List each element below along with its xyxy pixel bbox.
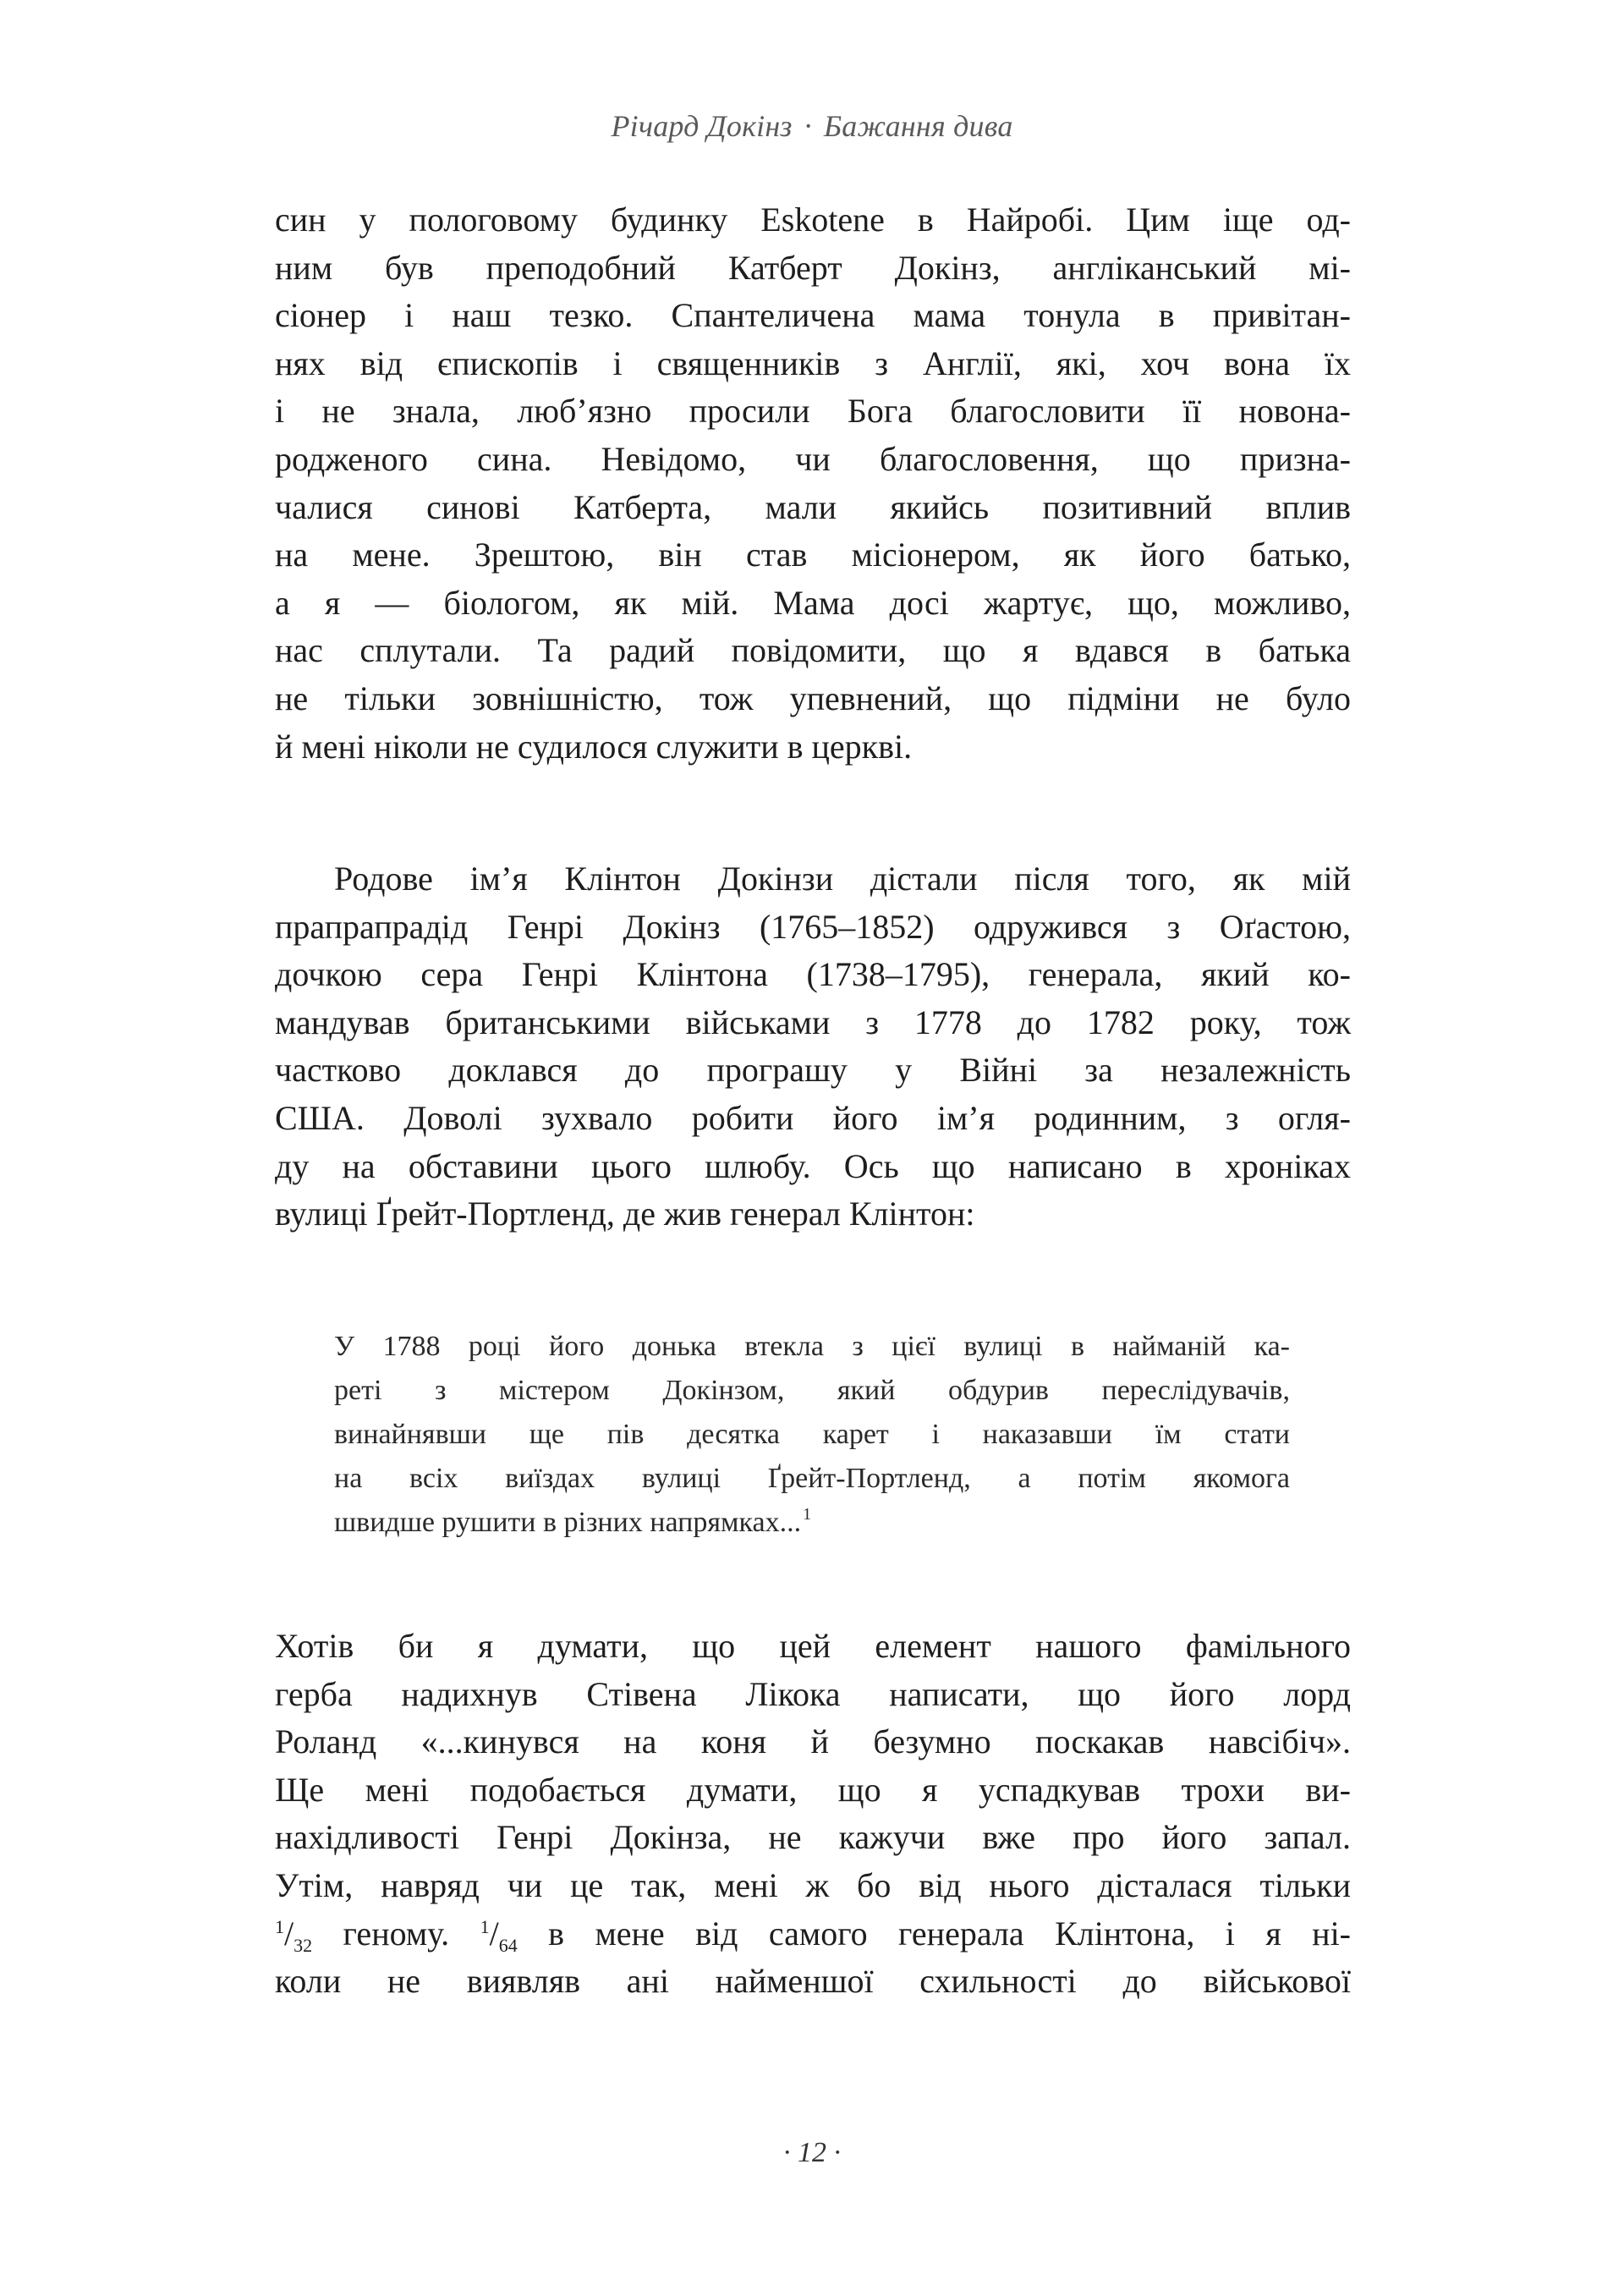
text-line: вулиці Ґрейт-Портленд, де жив генерал Клінтон:: [275, 1195, 975, 1233]
header-separator: ·: [804, 109, 812, 143]
text-line: син у пологовому будинку Eskotene в Найробі. Цим іще од-: [275, 200, 1351, 239]
text-line: і не знала, люб’язно просили Бога благословити її новона-: [275, 392, 1351, 431]
quote-line: швидше рушити в різних напрямках... $^1$: [334, 1505, 812, 1538]
running-header: [0, 108, 1624, 144]
quote-line: винайнявши ще пів десятка карет і наказавши їм стати: [334, 1419, 1290, 1450]
text-line: на мене. Зрештою, він став місіонером, як його батько,: [275, 536, 1351, 574]
text-line: Ще мені подобається думати, що я успадкував трохи ви-: [275, 1770, 1351, 1809]
block-quote: [334, 1325, 1290, 1545]
quote-line: У 1788 році його донька втекла з цієї вулиці в найманій ка-: [334, 1331, 1290, 1362]
paragraph-3: [275, 1623, 1351, 2006]
text-line: нях від єпископів і священників з Англії, які, хоч вона їх: [275, 343, 1351, 382]
text-line: родженого сина. Невідомо, чи благословення, що призна-: [275, 439, 1351, 478]
fraction-1-64: $^1/_{64}$: [480, 1914, 518, 1956]
text-line: нахідливості Генрі Докінза, не кажучи вже про його запал.: [275, 1818, 1351, 1857]
text-line: частково доклався до програшу у Війні за незалежність: [275, 1051, 1351, 1090]
text-line: ним був преподобний Катберт Докінз, англіканський мі-: [275, 248, 1351, 287]
text-line: мандував британськими військами з 1778 до 1782 року, тож: [275, 1002, 1351, 1041]
text-line: й мені ніколи не судилося служити в церкві.: [275, 727, 913, 766]
text-line: Хотів би я думати, що цей елемент нашого фамільного: [275, 1627, 1351, 1665]
fraction-1-32: $^1/_{32}$: [275, 1914, 313, 1956]
text-line: Родове ім’я Клінтон Докінзи дістали після того, як мій: [334, 860, 1351, 898]
text-line: а я — біологом, як мій. Мама досі жартує, що, можливо,: [275, 583, 1351, 622]
text-line: нас сплутали. Та радий повідомити, що я вдався в батька: [275, 631, 1351, 670]
text-line: коли не виявляв ані найменшої схильності до військової: [275, 1962, 1351, 2001]
quote-line: на всіх виїздах вулиці Ґрейт-Портленд, а потім якомога: [334, 1463, 1290, 1494]
text-line: Роланд «...кинувся на коня й безумно поскакав навсібіч».: [275, 1722, 1351, 1761]
header-author: Річард Докінз: [611, 109, 793, 143]
text-line: чалися синові Катберта, мали якийсь позитивний вплив: [275, 487, 1351, 526]
text-line-with-fractions: $^1/_{32}$ геному. $^1/_{64}$ в мене від самого генерала Клінтона, і я ні-: [275, 1914, 1351, 1956]
text-line: не тільки зовнішністю, тож упевнений, що підміни не було: [275, 678, 1351, 717]
text-line: США. Доволі зухвало робити його ім’я родинним, з огля-: [275, 1098, 1351, 1137]
quote-line: реті з містером Докінзом, який обдурив переслідувачів,: [334, 1375, 1290, 1406]
footnote-marker[interactable]: 1: [803, 1505, 812, 1524]
text-line: прапрапрадід Генрі Докінз (1765–1852) одружився з Оґастою,: [275, 907, 1351, 946]
header-title: Бажання дива: [823, 109, 1013, 143]
text-line: Утім, навряд чи це так, мені ж бо від нього дісталася тільки: [275, 1865, 1351, 1904]
text-line: дочкою сера Генрі Клінтона (1738–1795), генерала, який ко-: [275, 955, 1351, 994]
text-line: сіонер і наш тезко. Спантеличена мама тонула в привітан-: [275, 296, 1351, 335]
page-number: · 12 ·: [783, 2137, 841, 2168]
text-line: ду на обставини цього шлюбу. Ось що написано в хроніках: [275, 1146, 1351, 1185]
paragraph-1: [275, 196, 1351, 771]
paragraph-2: [275, 855, 1351, 1239]
text-line: герба надихнув Стівена Лікока написати, що його лорд: [275, 1674, 1351, 1713]
